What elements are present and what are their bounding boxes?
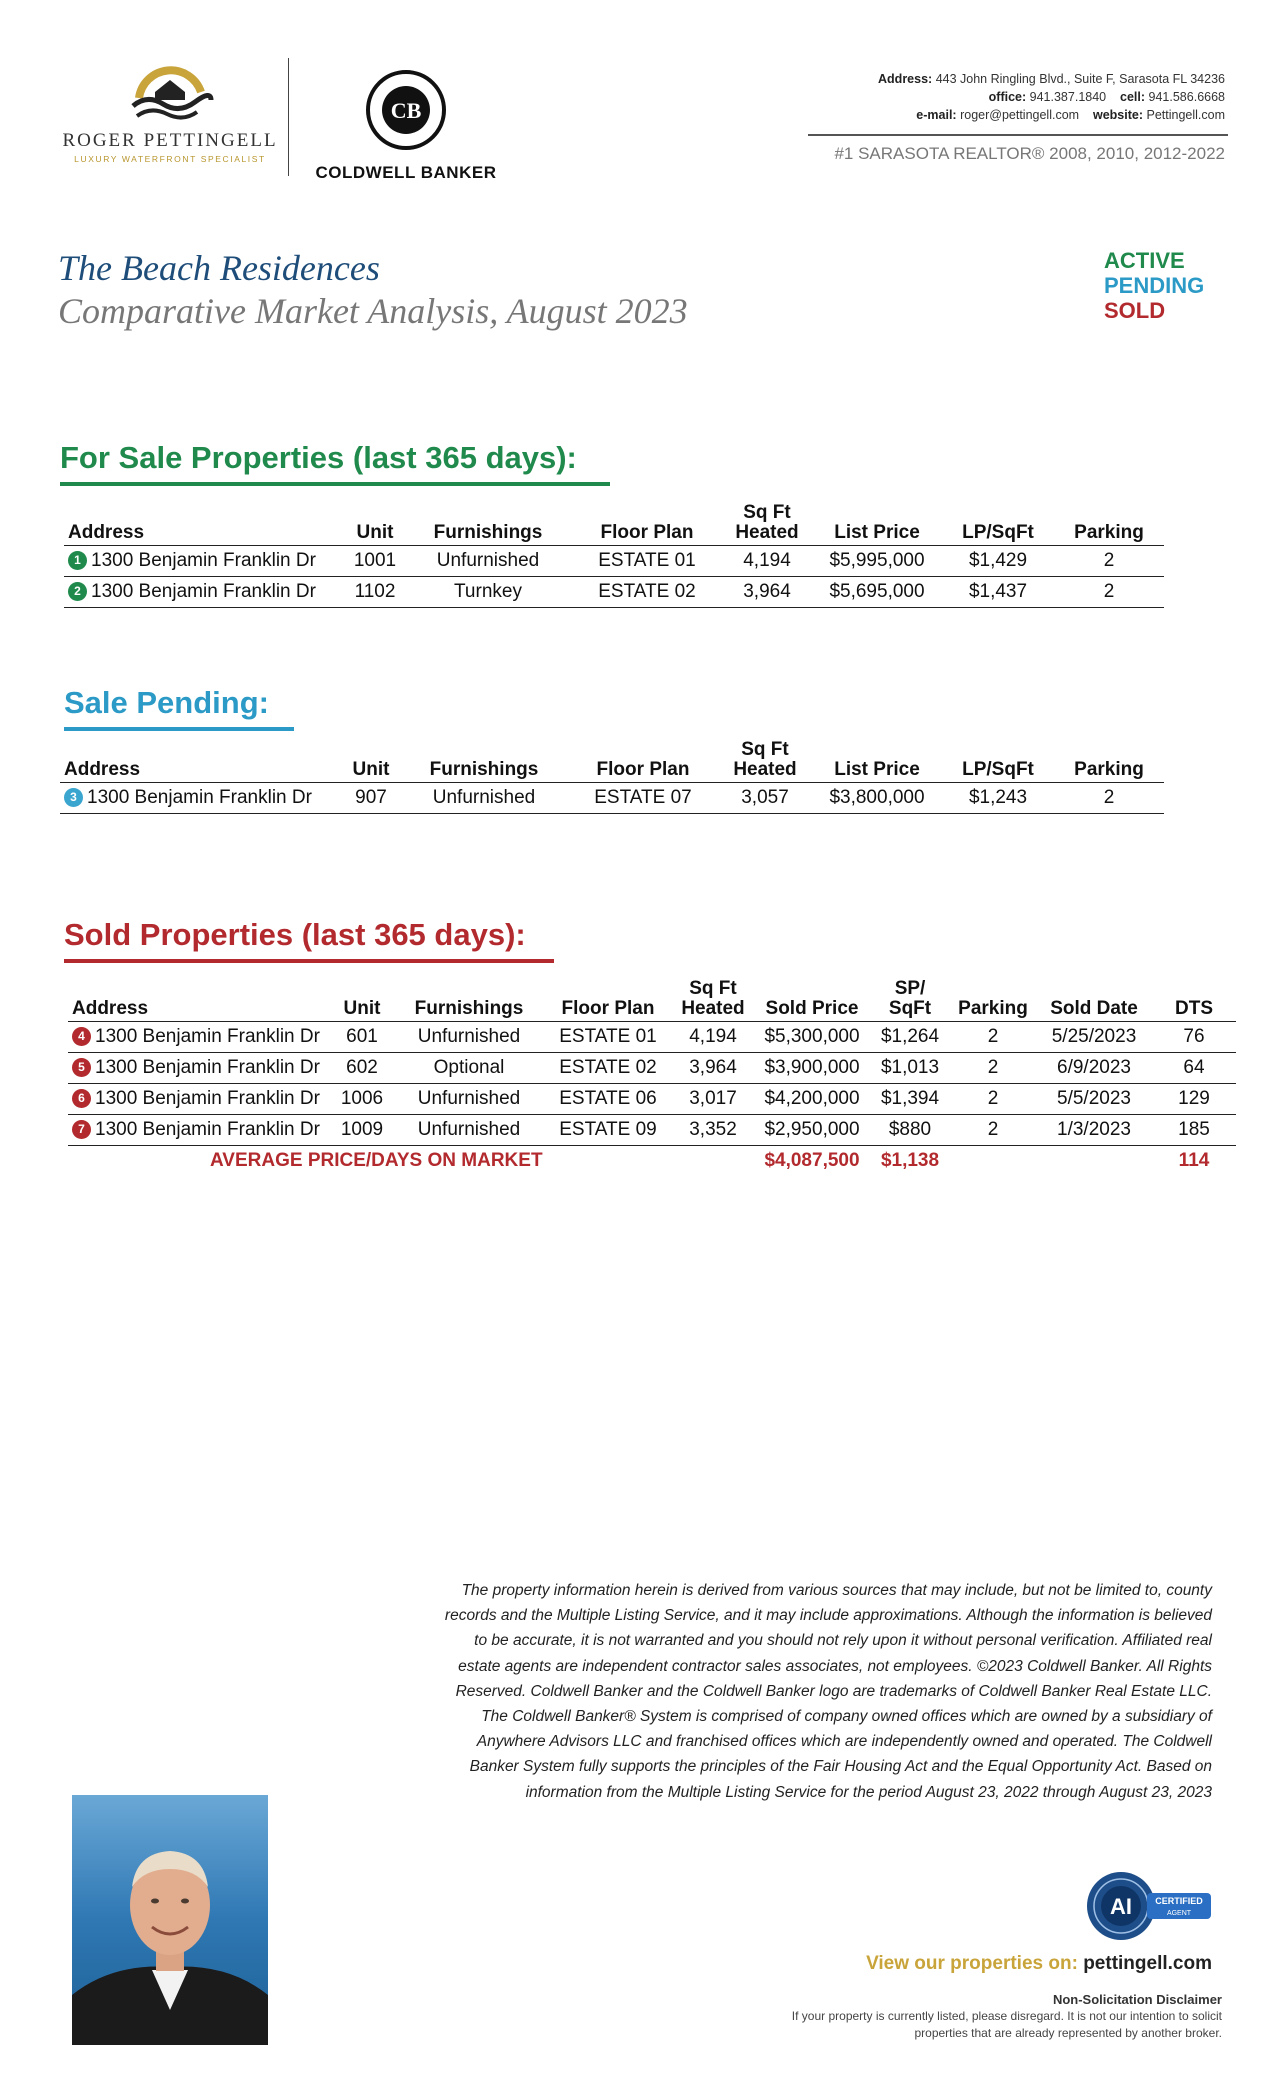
parking-cell: 2 xyxy=(987,1026,999,1047)
status-legend xyxy=(1104,248,1204,323)
average-row xyxy=(68,1146,1236,1177)
furnishings-cell: Unfurnished xyxy=(417,1119,521,1140)
svg-text:CERTIFIED: CERTIFIED xyxy=(1155,1896,1203,1906)
header-rule xyxy=(808,134,1228,136)
floor-plan-cell: ESTATE 01 xyxy=(559,1026,657,1047)
col-parking: Parking xyxy=(1074,522,1144,543)
col-sqft: Sq Ft Heated xyxy=(735,502,799,543)
address-cell: 1300 Benjamin Franklin Dr xyxy=(91,581,316,602)
price-cell: $5,300,000 xyxy=(764,1026,860,1047)
dts-cell: 185 xyxy=(1178,1119,1210,1140)
parking-cell: 2 xyxy=(1103,550,1115,571)
view-label: View our properties on: xyxy=(866,1953,1078,1974)
for-sale-section xyxy=(60,440,610,486)
listing-number-badge: 3 xyxy=(64,788,83,807)
agent-name: ROGER PETTINGELL xyxy=(62,130,278,151)
nonsolicit-text: If your property is currently listed, please disregard. It is not our intention to solicit properties that are already represented by another broker. xyxy=(791,2009,1222,2040)
table-header xyxy=(64,503,1164,546)
table-row xyxy=(68,1115,1236,1146)
agent-portrait-image xyxy=(72,1795,268,2045)
listing-number-badge: 4 xyxy=(72,1027,91,1046)
table-row xyxy=(64,546,1164,577)
parking-cell: 2 xyxy=(987,1119,999,1140)
sold-rule xyxy=(64,959,554,963)
col-unit: Unit xyxy=(352,759,390,780)
sold-date-cell: 5/25/2023 xyxy=(1051,1026,1137,1047)
average-per-sqft: $1,138 xyxy=(880,1150,940,1171)
legend-sold: SOLD xyxy=(1104,298,1166,323)
col-address: Address xyxy=(64,759,141,780)
col-unit: Unit xyxy=(356,522,394,543)
for-sale-rule xyxy=(60,482,610,486)
report-subtitle: Comparative Market Analysis, August 2023 xyxy=(58,291,688,331)
pending-table xyxy=(60,740,1164,814)
listing-number-badge: 6 xyxy=(72,1089,91,1108)
sold-date-cell: 1/3/2023 xyxy=(1057,1119,1131,1140)
col-parking: Parking xyxy=(1074,759,1144,780)
site-link[interactable]: pettingell.com xyxy=(1083,1953,1212,1974)
sqft-cell: 3,964 xyxy=(689,1057,737,1078)
parking-cell: 2 xyxy=(1103,787,1115,808)
per-sqft-cell: $880 xyxy=(888,1119,932,1140)
furnishings-cell: Unfurnished xyxy=(417,1088,521,1109)
sqft-cell: 3,352 xyxy=(689,1119,737,1140)
price-cell: $2,950,000 xyxy=(764,1119,860,1140)
table-row xyxy=(68,1022,1236,1053)
per-sqft-cell: $1,437 xyxy=(968,581,1028,602)
col-furnishings: Furnishings xyxy=(414,998,524,1019)
svg-text:CB: CB xyxy=(390,98,422,123)
sqft-cell: 4,194 xyxy=(689,1026,737,1047)
email-link[interactable]: roger@pettingell.com xyxy=(960,108,1080,122)
address-cell: 1300 Benjamin Franklin Dr xyxy=(95,1026,320,1047)
address-cell: 1300 Benjamin Franklin Dr xyxy=(91,550,316,571)
per-sqft-cell: $1,013 xyxy=(880,1057,940,1078)
col-list-price: List Price xyxy=(834,759,920,780)
dts-cell: 129 xyxy=(1178,1088,1210,1109)
furnishings-cell: Unfurnished xyxy=(436,550,540,571)
per-sqft-cell: $1,243 xyxy=(968,787,1028,808)
furnishings-cell: Unfurnished xyxy=(432,787,536,808)
col-floor-plan: Floor Plan xyxy=(600,522,694,543)
per-sqft-cell: $1,264 xyxy=(880,1026,940,1047)
col-furnishings: Furnishings xyxy=(433,522,543,543)
legend-active: ACTIVE xyxy=(1104,248,1185,273)
property-title: The Beach Residences xyxy=(58,248,380,288)
accolade: #1 SARASOTA REALTOR® 2008, 2010, 2012-2022 xyxy=(834,144,1225,163)
legend-pending: PENDING xyxy=(1104,273,1205,298)
roger-pettingell-logo xyxy=(60,62,280,182)
dts-cell: 64 xyxy=(1183,1057,1205,1078)
contact-block: Address: 443 John Ringling Blvd., Suite F, Sarasota FL 34236 office: 941.387.1840 cell: 941.586.6668 e-mail: roger@pettingell.com website: Pettingell.com xyxy=(878,72,1225,122)
office-phone: 941.387.1840 xyxy=(1029,90,1107,104)
table-header xyxy=(68,979,1236,1022)
parking-cell: 2 xyxy=(987,1057,999,1078)
floor-plan-cell: ESTATE 07 xyxy=(594,787,692,808)
col-floor-plan: Floor Plan xyxy=(561,998,655,1019)
dts-cell: 76 xyxy=(1183,1026,1205,1047)
sold-table xyxy=(68,979,1236,1176)
unit-cell: 1001 xyxy=(353,550,397,571)
parking-cell: 2 xyxy=(1103,581,1115,602)
per-sqft-cell: $1,394 xyxy=(880,1088,940,1109)
floor-plan-cell: ESTATE 02 xyxy=(598,581,696,602)
address-cell: 1300 Benjamin Franklin Dr xyxy=(95,1119,320,1140)
col-sold-price: Sold Price xyxy=(765,998,859,1019)
sold-date-cell: 6/9/2023 xyxy=(1057,1057,1131,1078)
average-dts: 114 xyxy=(1178,1150,1210,1171)
table-row xyxy=(60,783,1164,814)
legal-disclaimer: The property information herein is derived from various sources that may include, but not be limited to, county records and the Multiple Listing Service, and it may include approximations. Although the information is believed to be accurate, it is not warranted and you should not rely upon it without personal verification. Affiliated real estate agents are independent contractor sales associates, not employees. ©2023 Coldwell Banker. All Rights Reserved. Coldwell Banker and the Coldwell Banker logo are trademarks of Coldwell Banker Real Estate LLC. The Coldwell Banker® System is comprised of company owned offices which are owned by a subsidiary of Anywhere Advisors LLC and franchised offices which are independently owned and operated. The Coldwell Banker System fully supports the principles of the Fair Housing Act and the Equal Opportunity Act. Based on information from the Multiple Listing Service for the period August 23, 2022 through August 23, 2023 xyxy=(444,1582,1212,1801)
pending-rule xyxy=(64,727,294,731)
col-sqft: Sq Ft Heated xyxy=(681,978,745,1019)
logo-divider xyxy=(288,58,289,176)
brokerage-name: COLDWELL BANKER xyxy=(315,163,497,182)
sqft-cell: 4,194 xyxy=(743,550,791,571)
agent-photo xyxy=(72,1795,268,2045)
listing-number-badge: 7 xyxy=(72,1120,91,1139)
table-row xyxy=(68,1084,1236,1115)
col-dts: DTS xyxy=(1175,998,1213,1019)
table-row xyxy=(64,577,1164,608)
listing-number-badge: 1 xyxy=(68,551,87,570)
furnishings-cell: Optional xyxy=(433,1057,505,1078)
address: 443 John Ringling Blvd., Suite F, Sarasota FL 34236 xyxy=(935,72,1225,86)
cb-global-luxury-icon xyxy=(364,68,448,152)
col-list-price: List Price xyxy=(834,522,920,543)
unit-cell: 907 xyxy=(355,787,387,808)
view-properties-line xyxy=(866,1953,1212,1975)
col-sold-date: Sold Date xyxy=(1050,998,1138,1019)
col-parking: Parking xyxy=(958,998,1028,1019)
floor-plan-cell: ESTATE 01 xyxy=(598,550,696,571)
unit-cell: 1102 xyxy=(354,581,396,602)
price-cell: $4,200,000 xyxy=(764,1088,860,1109)
price-cell: $5,695,000 xyxy=(829,581,925,602)
sold-section xyxy=(64,917,554,963)
per-sqft-cell: $1,429 xyxy=(968,550,1028,571)
unit-cell: 601 xyxy=(346,1026,378,1047)
col-furnishings: Furnishings xyxy=(429,759,539,780)
website-link[interactable]: Pettingell.com xyxy=(1146,108,1225,122)
address-cell: 1300 Benjamin Franklin Dr xyxy=(87,787,312,808)
for-sale-table xyxy=(64,503,1164,608)
unit-cell: 1009 xyxy=(340,1119,384,1140)
col-lp-sqft: LP/SqFt xyxy=(962,759,1034,780)
ai-certified-agent-badge xyxy=(1085,1865,1215,1947)
waves-house-icon xyxy=(125,62,215,124)
col-sp-sqft: SP/ SqFt xyxy=(888,978,932,1019)
address-cell: 1300 Benjamin Franklin Dr xyxy=(95,1088,320,1109)
pending-section xyxy=(64,685,294,731)
table-row xyxy=(68,1053,1236,1084)
pending-title: Sale Pending: xyxy=(64,685,269,720)
unit-cell: 1006 xyxy=(340,1088,384,1109)
col-address: Address xyxy=(72,998,149,1019)
coldwell-banker-logo xyxy=(306,68,506,183)
for-sale-title: For Sale Properties (last 365 days): xyxy=(60,440,577,475)
price-cell: $3,800,000 xyxy=(829,787,925,808)
furnishings-cell: Unfurnished xyxy=(417,1026,521,1047)
listing-number-badge: 2 xyxy=(68,582,87,601)
nonsolicit-title: Non-Solicitation Disclaimer xyxy=(1052,1992,1222,2007)
sold-date-cell: 5/5/2023 xyxy=(1057,1088,1131,1109)
table-header xyxy=(60,740,1164,783)
sqft-cell: 3,964 xyxy=(743,581,791,602)
unit-cell: 602 xyxy=(346,1057,378,1078)
sold-title: Sold Properties (last 365 days): xyxy=(64,917,526,952)
col-unit: Unit xyxy=(343,998,381,1019)
cell-phone: 941.586.6668 xyxy=(1148,90,1225,104)
furnishings-cell: Turnkey xyxy=(454,581,522,602)
col-lp-sqft: LP/SqFt xyxy=(962,522,1034,543)
svg-text:AGENT: AGENT xyxy=(1166,1910,1192,1917)
sqft-cell: 3,017 xyxy=(689,1088,737,1109)
col-address: Address xyxy=(68,522,145,543)
price-cell: $5,995,000 xyxy=(829,550,925,571)
floor-plan-cell: ESTATE 09 xyxy=(559,1119,657,1140)
price-cell: $3,900,000 xyxy=(764,1057,860,1078)
listing-number-badge: 5 xyxy=(72,1058,91,1077)
average-label: AVERAGE PRICE/DAYS ON MARKET xyxy=(210,1150,543,1171)
agent-tagline: LUXURY WATERFRONT SPECIALIST xyxy=(74,154,266,164)
parking-cell: 2 xyxy=(987,1088,999,1109)
address-cell: 1300 Benjamin Franklin Dr xyxy=(95,1057,320,1078)
svg-text:AI: AI xyxy=(1110,1894,1132,1919)
average-price: $4,087,500 xyxy=(764,1150,860,1171)
col-sqft: Sq Ft Heated xyxy=(733,739,797,780)
sqft-cell: 3,057 xyxy=(741,787,789,808)
floor-plan-cell: ESTATE 06 xyxy=(559,1088,657,1109)
floor-plan-cell: ESTATE 02 xyxy=(559,1057,657,1078)
col-floor-plan: Floor Plan xyxy=(596,759,690,780)
